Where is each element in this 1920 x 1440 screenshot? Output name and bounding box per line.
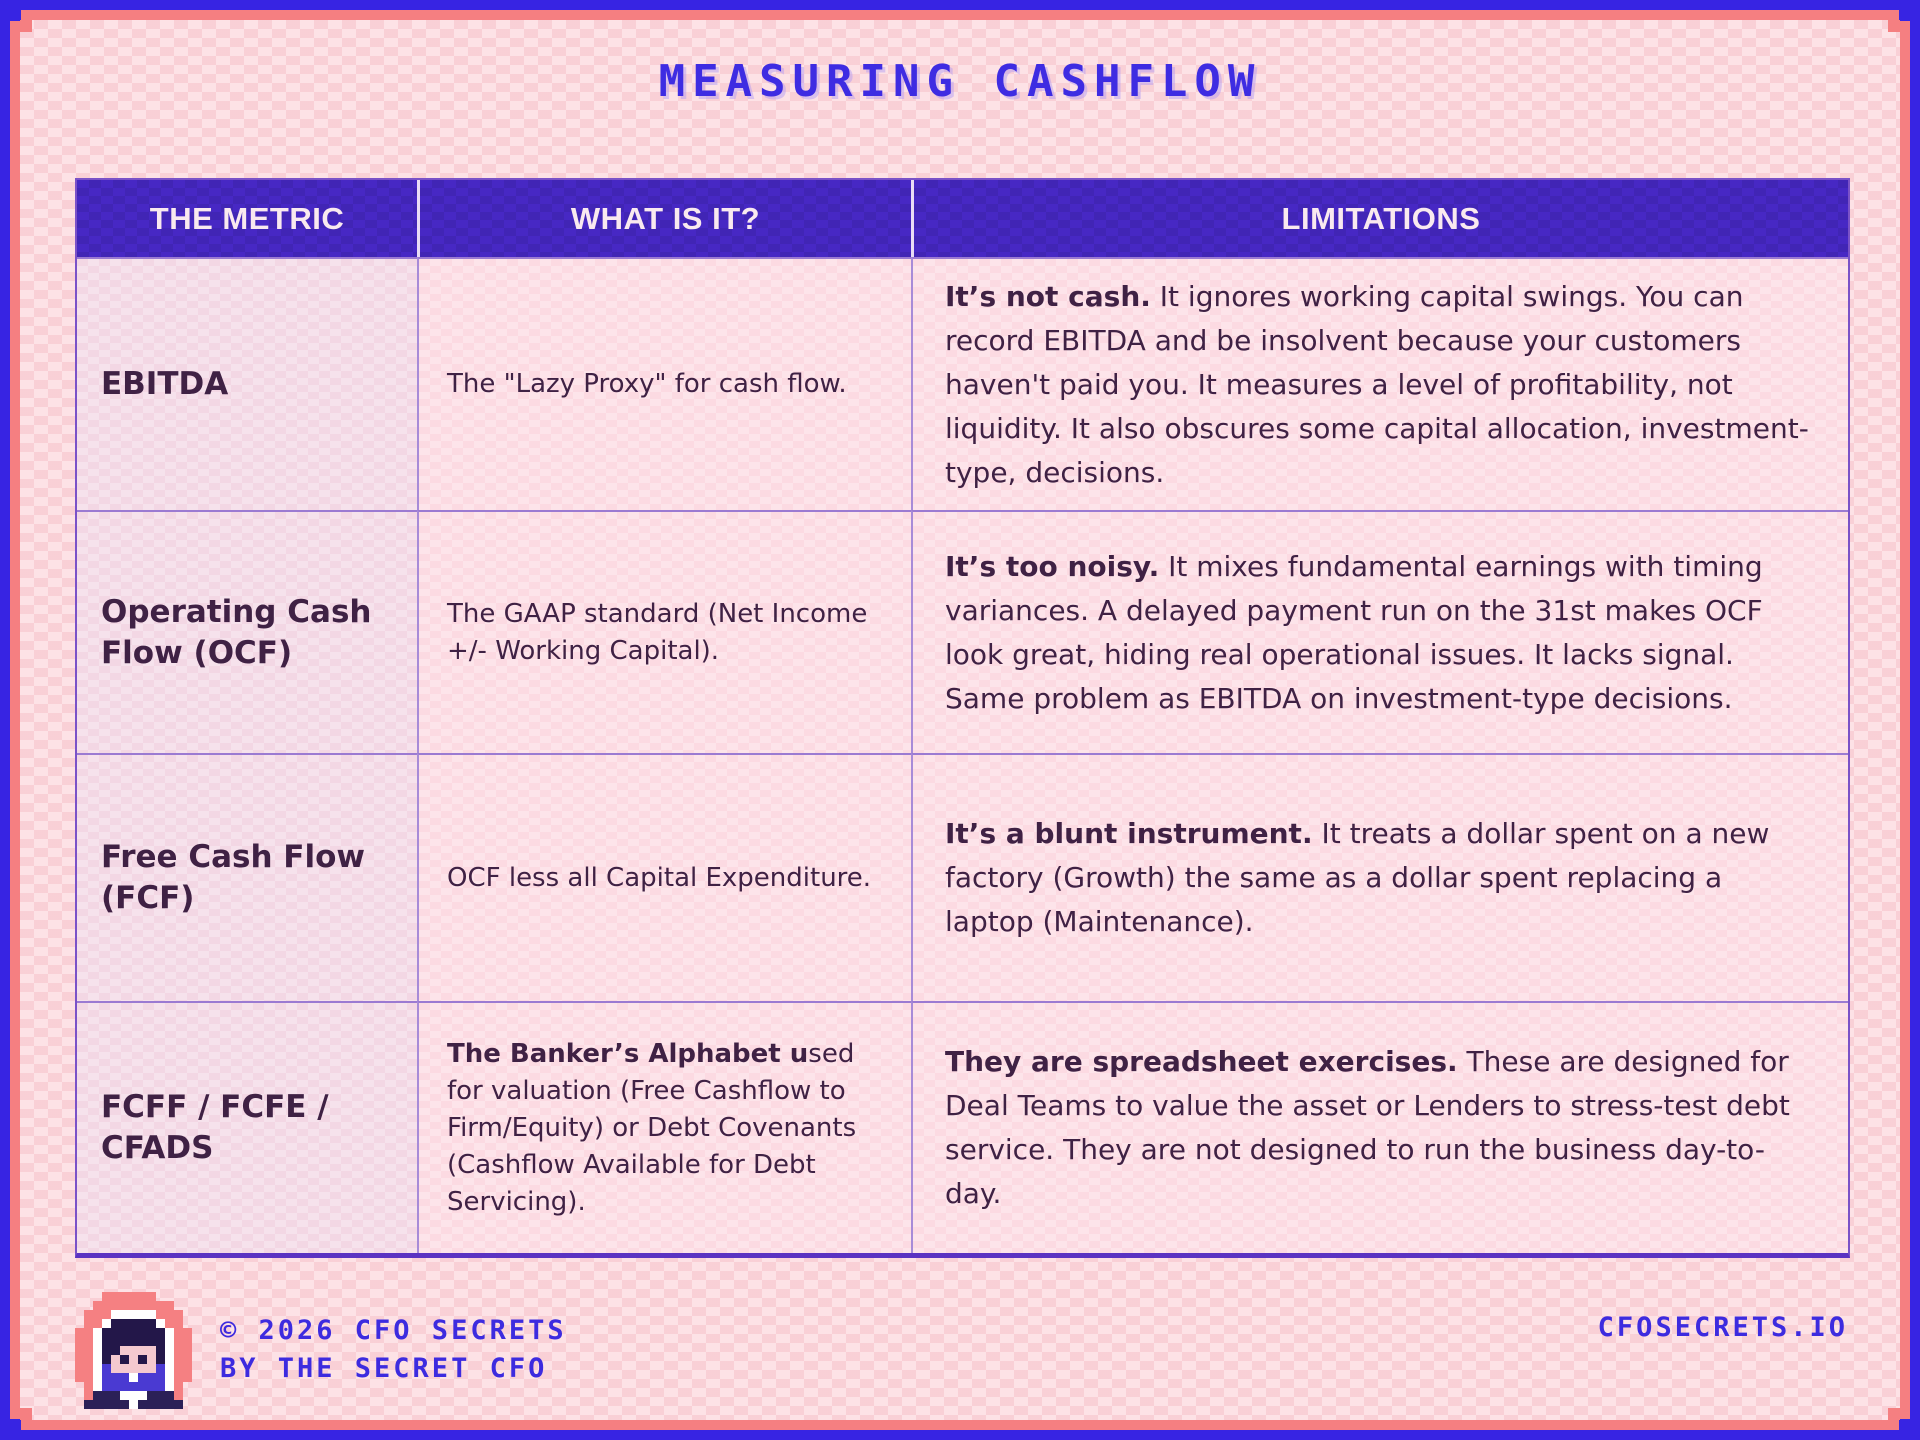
- limitations-cell: It’s a blunt instrument. It treats a dollar spent on a new factory (Growth) the same as a dollar spent replacing a laptop (Maintenance).: [911, 753, 1848, 1001]
- metric-cell: FCFF / FCFE / CFADS: [77, 1001, 417, 1253]
- page-background: [20, 20, 1900, 1420]
- copyright-text: [220, 1312, 567, 1388]
- frame-corner-step: [20, 20, 32, 32]
- copyright-line-1: © 2026 CFO SECRETS: [220, 1315, 567, 1346]
- what-cell: The Banker’s Alphabet used for valuation (Free Cashflow to Firm/Equity) or Debt Covenants (Cashflow Available for Debt Servicing).: [417, 1001, 911, 1253]
- frame-corner-step: [1888, 1408, 1900, 1420]
- pixel-avatar-icon: [75, 1292, 192, 1409]
- page-title: MEASURING CASHFLOW: [658, 56, 1262, 107]
- what-cell: The GAAP standard (Net Income +/- Working Capital).: [417, 510, 911, 753]
- what-cell: The "Lazy Proxy" for cash flow.: [417, 257, 911, 510]
- cashflow-table: [75, 178, 1850, 1258]
- what-cell: OCF less all Capital Expenditure.: [417, 753, 911, 1001]
- limitations-cell: It’s too noisy. It mixes fundamental earnings with timing variances. A delayed payment run on the 31st makes OCF look great, hiding real operational issues. It lacks signal. Same problem as EBITDA on investment-type decisions.: [911, 510, 1848, 753]
- limitations-cell: It’s not cash. It ignores working capital swings. You can record EBITDA and be insolvent because your customers haven't paid you. It measures a level of profitability, not liquidity. It also obscures some capital allocation, investment-type, decisions.: [911, 257, 1848, 510]
- frame-corner-step: [1899, 1419, 1910, 1430]
- column-header-what: WHAT IS IT?: [417, 180, 911, 257]
- limitations-cell: They are spreadsheet exercises. These are designed for Deal Teams to value the asset or Lenders to stress-test debt service. They are not designed to run the business day-to-day.: [911, 1001, 1848, 1253]
- column-header-metric: THE METRIC: [77, 180, 417, 257]
- frame-corner-step: [1899, 10, 1910, 21]
- frame-corner-step: [1888, 20, 1900, 32]
- metric-cell: Free Cash Flow (FCF): [77, 753, 417, 1001]
- metric-cell: Operating Cash Flow (OCF): [77, 510, 417, 753]
- metric-cell: EBITDA: [77, 257, 417, 510]
- column-header-limitations: LIMITATIONS: [911, 180, 1848, 257]
- frame-corner-step: [10, 1419, 21, 1430]
- website-link[interactable]: CFOSECRETS.IO: [1597, 1312, 1848, 1343]
- footer: [75, 1288, 1848, 1412]
- frame-corner-step: [20, 1408, 32, 1420]
- copyright-line-2: BY THE SECRET CFO: [220, 1353, 548, 1384]
